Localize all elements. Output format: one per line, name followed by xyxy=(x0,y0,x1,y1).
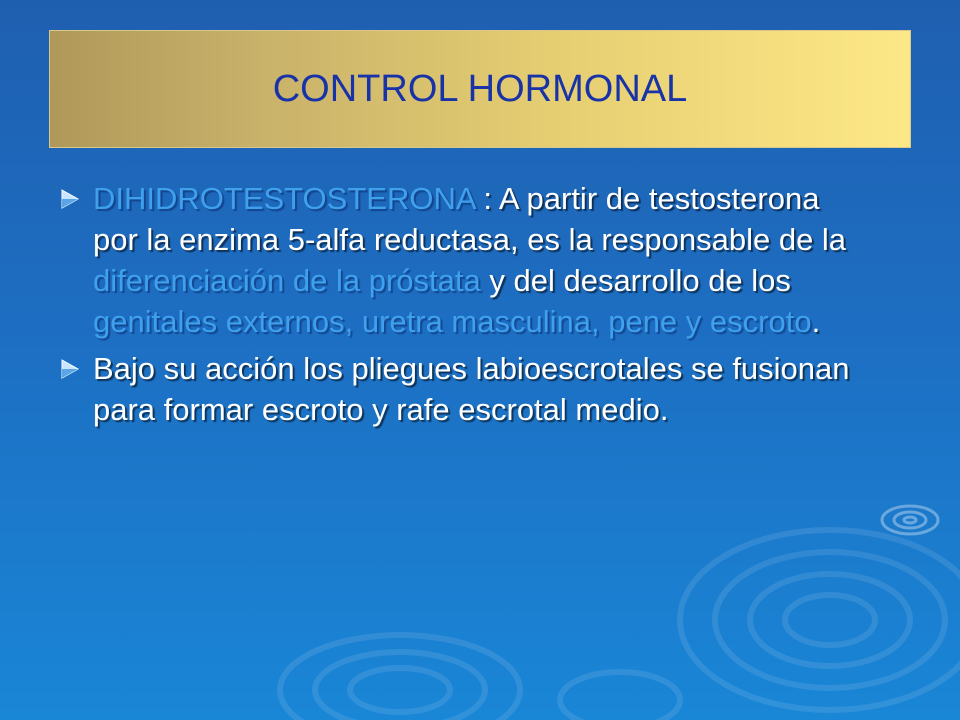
slide-title: CONTROL HORMONAL xyxy=(272,68,688,110)
bullet-text-segment: : A partir de testosterona por la enzima 5-alfa reductasa, es la responsable de la xyxy=(93,181,847,257)
bullet-list xyxy=(60,178,860,436)
bullet-text-segment: DIHIDROTESTOSTERONA xyxy=(93,181,484,216)
bullet-text-segment: Bajo su acción los pliegues labioescrotales se fusionan para formar escroto y rafe escrotal medio. xyxy=(93,351,850,427)
arrow-bullet-icon xyxy=(60,358,80,380)
arrow-bullet-icon xyxy=(60,188,80,210)
bullet-text-segment: diferenciación de la próstata xyxy=(93,263,481,298)
bullet-text-segment: y del desarrollo de los xyxy=(480,263,791,298)
bullet-text-segment: genitales externos, uretra masculina, pene y escroto xyxy=(93,304,812,339)
bullet-text-segment: . xyxy=(811,304,821,339)
bullet-item xyxy=(60,178,860,342)
bullet-item xyxy=(60,348,860,430)
